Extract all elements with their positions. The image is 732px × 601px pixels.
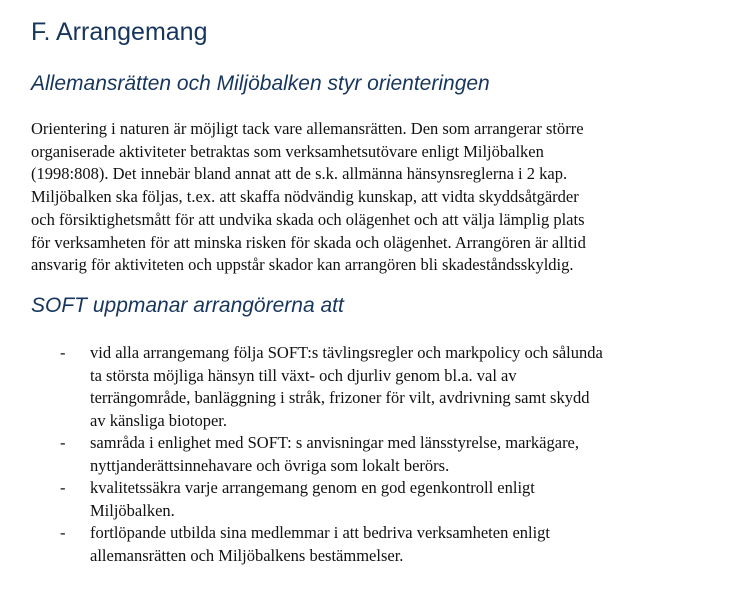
paragraph-line: och försiktighetsmått för att undvika skada och olägenhet och att välja lämplig plats [31,209,585,229]
bullet-dash: - [60,343,66,362]
list-item-line: allemansrätten och Miljöbalkens bestämmelser. [90,545,404,565]
list-item-line: av känsliga biotoper. [90,410,228,430]
list-item [31,342,711,432]
paragraph-line: (1998:808). Det innebär bland annat att de s.k. allmänna hänsynsreglerna i 2 kap. [31,164,568,184]
bullet-dash: - [60,523,66,542]
list-item [31,522,711,567]
list-item-line: terrängområde, banläggning i stråk, frizoner för vilt, avdrivning samt skydd [90,388,590,407]
subheading-soft: SOFT uppmanar arrangörerna att [31,294,344,317]
list-item [31,432,711,477]
bullet-dash: - [60,433,66,452]
list-item-line: kvalitetssäkra varje arrangemang genom en god egenkontroll enligt [90,478,535,497]
list-item-line: samråda i enlighet med SOFT: s anvisningar med länsstyrelse, markägare, [90,433,580,452]
paragraph-line: Miljöbalken ska följas, t.ex. att skaffa nödvändig kunskap, att vidta skyddsåtgärder [31,187,579,207]
list-item-line: nyttjanderättsinnehavare och övriga som lokalt berörs. [90,455,450,475]
list-item [31,477,711,522]
list-item-line: fortlöpande utbilda sina medlemmar i att bedriva verksamheten enligt [90,523,551,542]
list-item-line: ta största möjliga hänsyn till växt- och djurliv genom bl.a. val av [90,365,517,385]
list-item-line: Miljöbalken. [90,500,175,520]
subheading-allemansratten: Allemansrätten och Miljöbalken styr orienteringen [31,72,490,95]
paragraph-line: organiserade aktiviteter betraktas som verksamhetsutövare enligt Miljöbalken [31,141,544,161]
paragraph-line: för verksamheten för att minska risken för skada och olägenhet. Arrangören är alltid [31,232,586,252]
bullet-dash: - [60,478,66,497]
paragraph-line: ansvarig för aktiviteten och uppstår skador kan arrangören bli skadeståndsskyldig. [31,255,574,275]
section-heading: F. Arrangemang [31,18,208,46]
paragraph-line: Orientering i naturen är möjligt tack vare allemansrätten. Den som arrangerar större [31,119,584,138]
list-item-line: vid alla arrangemang följa SOFT:s tävlingsregler och markpolicy och sålunda [90,343,603,362]
recommendation-list [31,342,711,567]
body-paragraph [31,118,691,277]
